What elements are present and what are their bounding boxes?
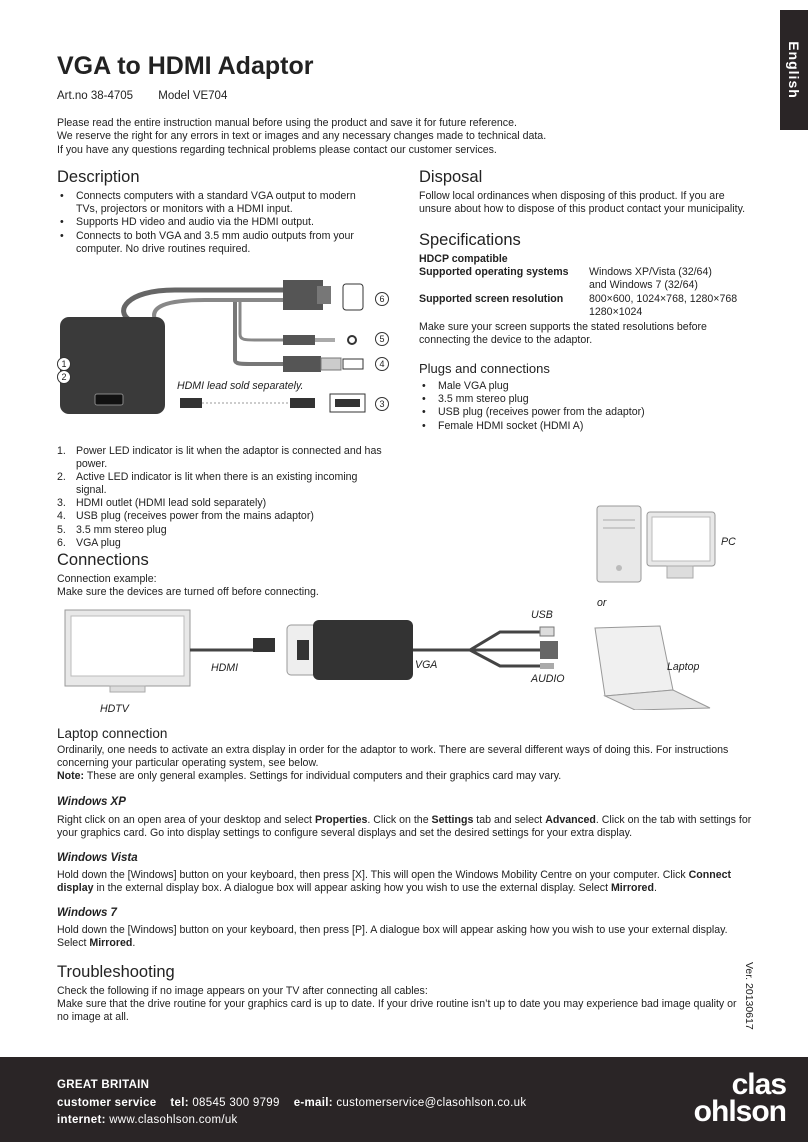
spec-value (589, 266, 712, 292)
audio-jack-icon (348, 336, 356, 344)
troubleshooting-line: Check the following if no image appears on your TV after connecting all cables: (57, 985, 428, 997)
hdmi-outlet (95, 394, 123, 405)
label-audio: AUDIO (531, 673, 565, 685)
hdmi-port-inner (335, 399, 360, 407)
bold-run: Properties (314, 814, 368, 826)
item-text: VGA plug (76, 536, 121, 549)
item-number: 3. (57, 497, 66, 510)
label-laptop: Laptop (667, 661, 700, 673)
label-or: or (597, 597, 607, 609)
troubleshooting-text (57, 985, 747, 1025)
list-item (57, 471, 387, 497)
usb-plug (283, 356, 321, 372)
item-text: USB plug (receives power from the mains adaptor) (76, 510, 314, 523)
laptop-heading: Laptop connection (57, 726, 168, 741)
list-item: • Female HDMI socket (HDMI A) (419, 420, 759, 433)
winvista-heading: Windows Vista (57, 852, 138, 864)
description-list (57, 190, 377, 256)
footer-contact (57, 1097, 526, 1109)
badge-5: 5 (375, 332, 389, 346)
text-run: . Click on the (367, 814, 432, 826)
plugs-heading: Plugs and connections (419, 361, 550, 376)
vga-port-icon (343, 284, 363, 310)
text-run: Right click on an open area of your desktop and select (57, 814, 315, 826)
connections-line: Make sure the devices are turned off before connecting. (57, 586, 319, 599)
disposal-text: Follow local ordinances when disposing of this product. If you are unsure about how to dispose of this product contact your municipality. (419, 190, 746, 216)
pc-stand (667, 566, 693, 578)
troubleshooting-line: Make sure that the drive routine for your graphics card is up to date. If your drive routine isn’t up to date you may experience bad image quality or no image at all. (57, 998, 737, 1024)
troubleshooting-heading: Troubleshooting (57, 963, 175, 981)
text-run: Hold down the [Windows] button on your keyboard, then press [P]. A dialogue box will appear asking how you wish to use your external display. Select (57, 924, 728, 950)
spec-note: Make sure your screen supports the stated resolutions before connecting the device to the adaptor. (419, 321, 707, 347)
text-run: in the external display box. A dialogue box will appear asking how you wish to use the external display. Select (93, 882, 611, 895)
brand-logo (693, 1068, 786, 1128)
description-heading: Description (57, 168, 140, 186)
list-item: • 3.5 mm stereo plug (419, 393, 759, 406)
item-text: HDMI outlet (HDMI lead sold separately) (76, 497, 267, 510)
audio-plug (540, 663, 554, 669)
email-link[interactable]: customerservice@clasohlson.co.uk (336, 1097, 527, 1109)
language-tab (780, 10, 808, 130)
laptop-text (57, 744, 752, 784)
text-run: . (132, 937, 136, 950)
note-label: Note: (57, 770, 85, 783)
connection-diagram (55, 500, 755, 710)
item-number: 1. (57, 445, 66, 457)
winvista-text (57, 869, 752, 895)
text-run: . Click on the tab with settings for your graphics card. Go into display settings to configure several displays and set the desired settings for your extra display. (57, 814, 752, 840)
item-number: 6. (57, 536, 66, 549)
text-run: Hold down the [Windows] button on your keyboard, then press [X]. This will open the Windows Mobility Centre on your computer. Click (57, 869, 689, 881)
tv-screen (71, 616, 184, 676)
spec-value-line: Windows XP/Vista (32/64) (589, 266, 712, 279)
adaptor-hdmi-socket (297, 640, 309, 660)
label-hdtv: HDTV (100, 703, 129, 715)
specifications-heading: Specifications (419, 231, 521, 249)
spec-key: Supported operating systems (419, 266, 569, 279)
intro (57, 117, 757, 157)
bold-run: Mirrored (610, 882, 654, 895)
spec-row (419, 293, 737, 319)
note-text: These are only general examples. Settings for individual computers and their graphics card may vary. (84, 770, 562, 783)
badge-6: 6 (375, 292, 389, 306)
item-text: Active LED indicator is lit when there is an existing incoming signal. (76, 471, 358, 497)
cable (124, 290, 290, 320)
spec-row (419, 266, 737, 292)
spec-value-line: 800×600, 1024×768, 1280×768 (589, 292, 738, 305)
audio-plug (283, 335, 315, 345)
item-number: 4. (57, 510, 66, 523)
audio-plug-tip (315, 338, 335, 342)
list-item: • Male VGA plug (419, 380, 759, 393)
win7-text (57, 924, 752, 950)
hdmi-plug (253, 638, 275, 652)
page-title: VGA to HDMI Adaptor (57, 52, 314, 80)
hdmi-lead-end (290, 398, 315, 408)
article-number: Art.no 38-4705 (57, 90, 134, 102)
model-number: Model VE704 (158, 90, 228, 102)
disposal-heading: Disposal (419, 168, 483, 186)
usb-port-icon (343, 359, 363, 369)
logo-line: ohlson (693, 1095, 786, 1128)
spec-value-line: 1280×1024 (589, 305, 643, 318)
footer (0, 1057, 808, 1142)
badge-1: 1 (57, 357, 71, 371)
hdcp-label: HDCP compatible (419, 253, 508, 265)
badge-4: 4 (375, 357, 389, 371)
item-text: 3.5 mm stereo plug (76, 523, 167, 536)
list-item: • Supports HD video and audio via the HDMI output. (57, 216, 377, 229)
article-line (57, 90, 249, 102)
tv-stand (110, 686, 145, 692)
tel-value[interactable]: 08545 300 9799 (192, 1097, 280, 1109)
item-number: 2. (57, 471, 66, 484)
cs-label: customer service (57, 1097, 157, 1109)
tel-label: tel: (170, 1097, 189, 1109)
connections-heading: Connections (57, 551, 149, 569)
pc-power-button (616, 565, 622, 571)
list-item: • USB plug (receives power from the adaptor) (419, 406, 759, 419)
bold-run: Settings (431, 814, 474, 826)
website-link[interactable]: www.clasohlson.com/uk (109, 1114, 238, 1126)
item-number: 5. (57, 523, 66, 536)
spec-table (419, 253, 737, 319)
usb-plug (540, 627, 554, 636)
list-item: • Connects computers with a standard VGA output to modern TVs, projectors or monitors with a HDMI input. (57, 190, 377, 216)
language-label: English (786, 41, 802, 99)
laptop-paragraph: Ordinarily, one needs to activate an extra display in order for the adaptor to work. There are several different ways of doing this. For instructions concerning your particular operating system, see below. (57, 744, 729, 770)
win7-heading: Windows 7 (57, 907, 117, 919)
winxp-text (57, 814, 752, 840)
badge-3: 3 (375, 397, 389, 411)
connections-line: Connection example: (57, 573, 157, 585)
intro-line: Please read the entire instruction manual before using the product and save it for future reference. (57, 117, 517, 129)
item-text: Power LED indicator is lit when the adaptor is connected and has power. (76, 445, 382, 471)
text-run: tab and select (473, 814, 546, 826)
spec-key: Supported screen resolution (419, 292, 564, 305)
laptop-note (57, 770, 752, 783)
pc-screen (652, 517, 710, 561)
spec-value-line: and Windows 7 (32/64) (589, 279, 698, 292)
list-item (57, 445, 387, 471)
list-item: • Connects to both VGA and 3.5 mm audio outputs from your computer. No drive routines required. (57, 230, 377, 256)
plugs-list (419, 380, 759, 433)
internet-label: internet: (57, 1114, 106, 1126)
version-label: Ver. 20130617 (743, 962, 755, 1030)
usb-plug-tip (321, 358, 341, 370)
cable (154, 300, 290, 320)
vga-plug (540, 641, 558, 659)
product-diagram (55, 272, 400, 422)
winxp-heading: Windows XP (57, 796, 126, 808)
label-vga: VGA (415, 659, 438, 671)
bold-run: Connect display (57, 869, 731, 895)
hdmi-lead-end (180, 398, 202, 408)
footer-internet (57, 1114, 238, 1126)
label-usb: USB (531, 609, 553, 621)
adaptor-body (313, 620, 413, 680)
usb-cable (413, 632, 540, 650)
text-run: . (653, 882, 657, 895)
footer-country: GREAT BRITAIN (57, 1079, 150, 1091)
email-label: e-mail: (293, 1097, 333, 1109)
logo-line: clas (731, 1068, 786, 1101)
label-hdmi: HDMI (211, 662, 239, 674)
label-pc: PC (721, 536, 736, 548)
intro-line: We reserve the right for any errors in text or images and any necessary changes made to technical data. (57, 130, 547, 143)
spec-value (589, 293, 737, 319)
badge-2: 2 (57, 370, 71, 384)
laptop-screen (595, 626, 673, 696)
intro-line: If you have any questions regarding technical problems please contact our customer services. (57, 143, 497, 156)
vga-plug-connector (317, 286, 331, 304)
bold-run: Mirrored (89, 937, 133, 950)
hdmi-note: HDMI lead sold separately. (177, 380, 304, 392)
cable (240, 302, 290, 340)
bold-run: Advanced (545, 814, 596, 826)
cable (235, 302, 290, 364)
